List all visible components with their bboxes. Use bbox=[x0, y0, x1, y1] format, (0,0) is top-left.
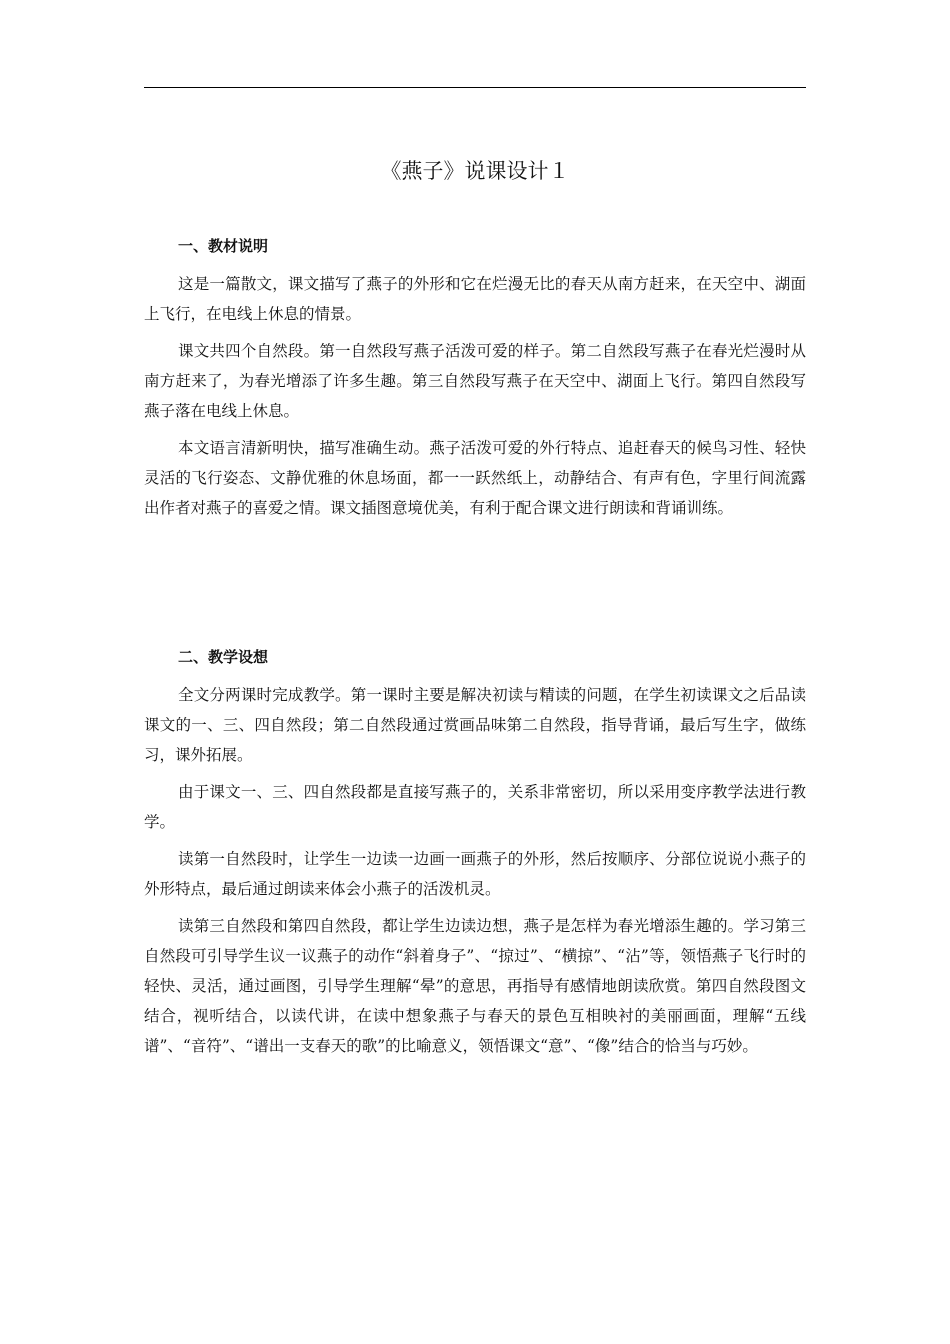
paragraph: 读第一自然段时，让学生一边读一边画一画燕子的外形，然后按顺序、分部位说说小燕子的外形特点，最后通过朗读来体会小燕子的活泼机灵。 bbox=[144, 850, 806, 898]
paragraph: 课文共四个自然段。第一自然段写燕子活泼可爱的样子。第二自然段写燕子在春光烂漫时从南方赶来了，为春光增添了许多生趣。第三自然段写燕子在天空中、湖面上飞行。第四自然段写燕子落在电线上休息。 bbox=[144, 342, 806, 420]
paragraph: 本文语言清新明快，描写准确生动。燕子活泼可爱的外行特点、追赶春天的候鸟习性、轻快灵活的飞行姿态、文静优雅的休息场面，都一一跃然纸上，动静结合、有声有色，字里行间流露出作者对燕子的喜爱之情。课文插图意境优美，有利于配合课文进行朗读和背诵训练。 bbox=[144, 439, 806, 517]
paragraph: 这是一篇散文，课文描写了燕子的外形和它在烂漫无比的春天从南方赶来，在天空中、湖面上飞行，在电线上休息的情景。 bbox=[144, 275, 806, 323]
section-teaching-plan bbox=[144, 646, 806, 1068]
paragraph: 读第三自然段和第四自然段，都让学生边读边想，燕子是怎样为春光增添生趣的。学习第三自然段可引导学生议一议燕子的动作“斜着身子”、“掠过”、“横掠”、“沾”等，领悟燕子飞行时的轻快、灵活，通过画图，引导学生理解“晕”的意思，再指导有感情地朗读欣赏。第四自然段图文结合，视听结合，以读代讲，在读中想象燕子与春天的景色互相映衬的美丽画面，理解“五线谱”、“音符”、“谱出一支春天的歌”的比喻意义，领悟课文“意”、“像”结合的恰当与巧妙。 bbox=[144, 917, 806, 1055]
document-title: 《燕子》说课设计１ bbox=[380, 159, 570, 183]
section-teaching-material bbox=[144, 235, 806, 530]
section-heading: 二、教学设想 bbox=[178, 648, 269, 666]
paragraph: 由于课文一、三、四自然段都是直接写燕子的，关系非常密切，所以采用变序教学法进行教学。 bbox=[144, 783, 806, 831]
header-rule bbox=[144, 87, 806, 88]
section-heading: 一、教材说明 bbox=[178, 237, 269, 255]
paragraph: 全文分两课时完成教学。第一课时主要是解决初读与精读的问题，在学生初读课文之后品读课文的一、三、四自然段；第二自然段通过赏画品味第二自然段，指导背诵，最后写生字，做练习，课外拓展。 bbox=[144, 686, 806, 764]
